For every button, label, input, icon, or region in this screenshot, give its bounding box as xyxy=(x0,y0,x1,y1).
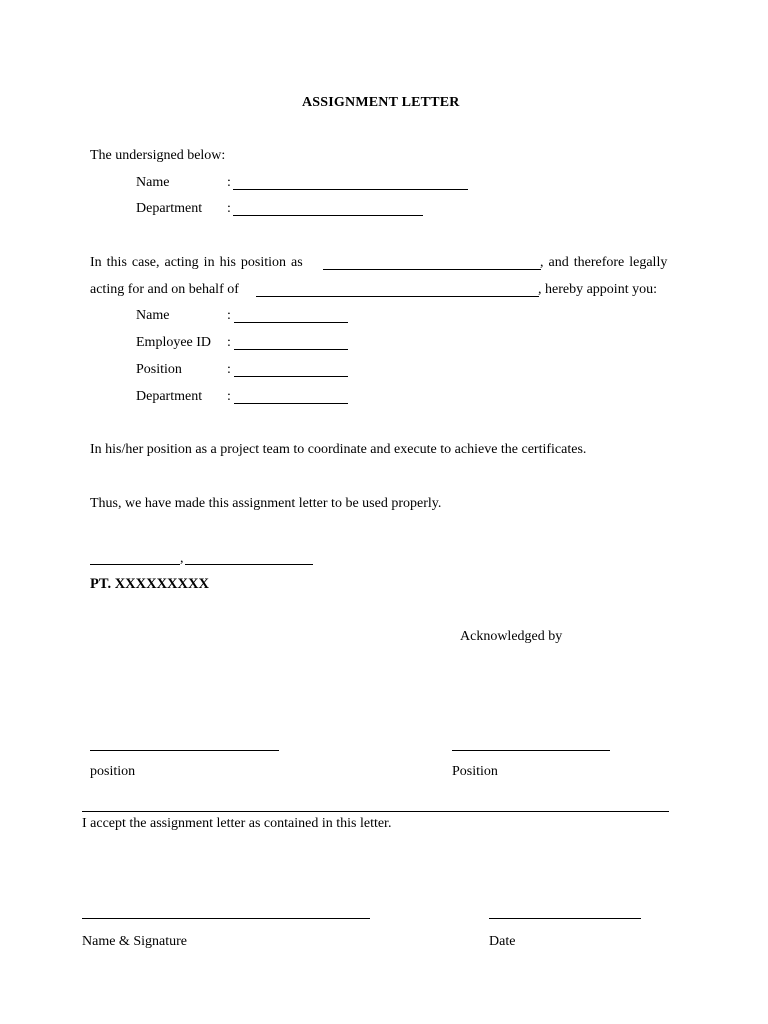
left-signature-line xyxy=(90,750,279,751)
place-date-comma: , xyxy=(180,551,184,566)
company-name: PT. XXXXXXXXX xyxy=(90,576,209,592)
paragraph-3: Thus, we have made this assignment letter to be used properly. xyxy=(90,496,442,511)
appointee-position-label: Position xyxy=(136,362,182,377)
appointee-position-colon: : xyxy=(227,362,231,377)
appointee-department-colon: : xyxy=(227,389,231,404)
paragraph-1-part-2: , and therefore legally xyxy=(540,255,668,270)
paragraph-1-part-1: In this case, acting in his position as xyxy=(90,255,303,270)
undersigned-name-label: Name xyxy=(136,175,170,190)
behalf-of-blank-line xyxy=(256,296,539,297)
appointee-position-line xyxy=(234,376,348,377)
intro-text: The undersigned below: xyxy=(90,148,226,163)
right-signature-line xyxy=(452,750,610,751)
paragraph-2: In his/her position as a project team to coordinate and execute to achieve the certificates. xyxy=(90,442,587,457)
appointee-name-colon: : xyxy=(227,308,231,323)
appointee-department-line xyxy=(234,403,348,404)
footer-date-label: Date xyxy=(489,934,516,949)
undersigned-department-label: Department xyxy=(136,201,203,216)
name-signature-label: Name & Signature xyxy=(82,934,187,949)
appointee-employee-id-colon: : xyxy=(227,335,231,350)
undersigned-department-colon: : xyxy=(227,201,231,216)
undersigned-name-line xyxy=(233,189,468,190)
position-blank-line xyxy=(323,269,541,270)
acknowledged-by-label: Acknowledged by xyxy=(460,629,563,644)
right-position-label: Position xyxy=(452,764,498,779)
undersigned-name-colon: : xyxy=(227,175,231,190)
acceptance-text: I accept the assignment letter as contained in this letter. xyxy=(82,816,392,831)
paragraph-1-part-3: acting for and on behalf of xyxy=(90,282,239,297)
acceptance-divider xyxy=(82,811,669,812)
appointee-name-label: Name xyxy=(136,308,170,323)
footer-date-line xyxy=(489,918,641,919)
place-line xyxy=(90,564,180,565)
page-title: ASSIGNMENT LETTER xyxy=(302,95,460,110)
name-signature-line xyxy=(82,918,370,919)
date-line xyxy=(185,564,313,565)
appointee-name-line xyxy=(234,322,348,323)
paragraph-1-part-4: , hereby appoint you: xyxy=(538,282,657,297)
appointee-department-label: Department xyxy=(136,389,203,404)
appointee-employee-id-line xyxy=(234,349,348,350)
undersigned-department-line xyxy=(233,215,423,216)
appointee-employee-id-label: Employee ID xyxy=(136,335,212,350)
left-position-label: position xyxy=(90,764,136,779)
